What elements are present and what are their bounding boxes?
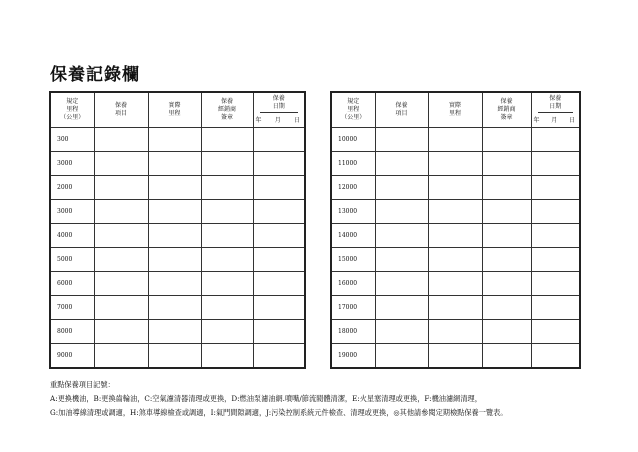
date-cell[interactable] [531,128,580,152]
maintenance-table-left [49,91,306,369]
header-row [331,92,580,128]
date-cell[interactable] [253,344,305,369]
actual-mileage-cell[interactable] [148,152,201,176]
date-cell[interactable] [531,224,580,248]
dealer-signature-cell[interactable] [201,176,253,200]
header-mileage-line: 規定 [347,98,360,105]
header-mileage-line: 里程 [66,106,79,113]
header-actual-mileage [428,92,482,128]
dealer-signature-cell[interactable] [482,200,531,224]
header-row [50,92,305,128]
header-dealer-signature-line: 經銷商 [217,106,236,113]
mileage-cell: 16000 [331,272,375,296]
maintenance-table-right [330,91,581,369]
actual-mileage-cell[interactable] [428,176,482,200]
date-cell[interactable] [253,320,305,344]
actual-mileage-cell[interactable] [148,320,201,344]
item-cell[interactable] [94,320,148,344]
actual-mileage-cell[interactable] [148,128,201,152]
actual-mileage-cell[interactable] [148,224,201,248]
header-dealer-signature [201,92,253,128]
actual-mileage-cell[interactable] [148,176,201,200]
actual-mileage-cell[interactable] [428,152,482,176]
date-cell[interactable] [531,272,580,296]
actual-mileage-cell[interactable] [428,296,482,320]
date-cell[interactable] [531,176,580,200]
dealer-signature-cell[interactable] [201,272,253,296]
table-row [50,248,305,272]
item-cell[interactable] [375,176,428,200]
item-cell[interactable] [94,272,148,296]
header-mileage-line: 里程 [347,106,360,113]
date-cell[interactable] [253,200,305,224]
header-date-ymd [256,117,303,125]
notes-line-1: A:更換機油，B:更換齒輪油，C:空氣濾清器清理或更換，D:燃油泵濾油網.噴嘴/節流閥體清潔，E:火星塞清理或更換，F:機油濾網清理， [50,394,482,403]
table-row [331,128,580,152]
table-row [50,152,305,176]
table-row [50,272,305,296]
date-cell[interactable] [253,152,305,176]
header-date [531,92,580,128]
item-cell[interactable] [375,248,428,272]
header-item [94,92,148,128]
header-item-line: 項目 [114,110,127,117]
dealer-signature-cell[interactable] [482,248,531,272]
item-cell[interactable] [375,200,428,224]
header-date-part: 月 [551,117,558,124]
mileage-cell: 13000 [331,200,375,224]
dealer-signature-cell[interactable] [482,128,531,152]
item-cell[interactable] [375,272,428,296]
item-cell[interactable] [94,296,148,320]
dealer-signature-cell[interactable] [482,152,531,176]
header-actual-mileage-line: 實際 [448,102,461,109]
header-date-title-line: 日期 [549,103,562,110]
notes-line-2: G:加油導線清理或調適，H:煞車導線檢查或調適，I:氣門間隙調適，J:污染控制系統元件檢查、清理或更換，◎其他請參閱定期檢點保養一覽表。 [50,408,508,417]
dealer-signature-cell[interactable] [482,320,531,344]
table-row [331,272,580,296]
date-cell[interactable] [253,248,305,272]
actual-mileage-cell[interactable] [148,272,201,296]
mileage-cell: 4000 [50,224,94,248]
header-item-line: 項目 [395,110,408,117]
actual-mileage-cell[interactable] [428,272,482,296]
page-title: 保養記錄欄 [50,65,140,85]
mileage-cell: 6000 [50,272,94,296]
item-cell[interactable] [375,224,428,248]
date-cell[interactable] [253,128,305,152]
table-row [50,296,305,320]
header-date-part: 年 [533,117,540,124]
mileage-cell: 11000 [331,152,375,176]
date-cell[interactable] [531,296,580,320]
header-date-part: 日 [568,117,575,124]
header-item [375,92,428,128]
mileage-cell: 19000 [331,344,375,369]
header-mileage-line: （公里） [60,114,85,121]
item-cell[interactable] [375,152,428,176]
header-actual-mileage-line: 實際 [168,102,181,109]
table-row [331,248,580,272]
header-mileage-line: （公里） [341,114,366,121]
header-date-part: 月 [274,117,281,124]
dealer-signature-cell[interactable] [482,272,531,296]
header-dealer-signature-line: 簽章 [220,114,233,121]
dealer-signature-cell[interactable] [201,224,253,248]
mileage-cell: 2000 [50,176,94,200]
item-cell[interactable] [94,128,148,152]
maintenance-notes [50,378,610,420]
dealer-signature-cell[interactable] [482,224,531,248]
date-cell[interactable] [253,296,305,320]
header-actual-mileage [148,92,201,128]
table-row [331,200,580,224]
date-cell[interactable] [253,272,305,296]
table-row [331,296,580,320]
header-date-title-line: 保養 [272,95,285,102]
table-row [50,320,305,344]
date-cell[interactable] [253,224,305,248]
dealer-signature-cell[interactable] [201,248,253,272]
header-item-line: 保養 [395,102,408,109]
item-cell[interactable] [375,320,428,344]
actual-mileage-cell[interactable] [148,344,201,369]
date-cell[interactable] [531,320,580,344]
date-cell[interactable] [531,152,580,176]
item-cell[interactable] [94,152,148,176]
item-cell[interactable] [94,176,148,200]
date-cell[interactable] [253,176,305,200]
mileage-cell: 8000 [50,320,94,344]
table-row [331,320,580,344]
mileage-cell: 9000 [50,344,94,369]
date-cell[interactable] [531,248,580,272]
header-date-part: 年 [255,117,262,124]
actual-mileage-cell[interactable] [148,296,201,320]
actual-mileage-cell[interactable] [148,200,201,224]
mileage-cell: 10000 [331,128,375,152]
mileage-cell: 12000 [331,176,375,200]
item-cell[interactable] [375,344,428,369]
header-date [253,92,305,128]
dealer-signature-cell[interactable] [201,152,253,176]
mileage-cell: 14000 [331,224,375,248]
date-cell[interactable] [531,200,580,224]
item-cell[interactable] [94,224,148,248]
mileage-cell: 17000 [331,296,375,320]
header-dealer-signature-line: 保養 [500,98,513,105]
header-mileage [50,92,94,128]
date-cell[interactable] [531,344,580,369]
header-item-line: 保養 [114,102,127,109]
table-row [331,224,580,248]
actual-mileage-cell[interactable] [428,344,482,369]
mileage-cell: 18000 [331,320,375,344]
item-cell[interactable] [375,128,428,152]
item-cell[interactable] [94,248,148,272]
table-row [331,344,580,369]
item-cell[interactable] [94,344,148,369]
mileage-cell: 7000 [50,296,94,320]
dealer-signature-cell[interactable] [201,344,253,369]
actual-mileage-cell[interactable] [428,224,482,248]
actual-mileage-cell[interactable] [428,248,482,272]
actual-mileage-cell[interactable] [428,200,482,224]
header-date-title [260,95,299,113]
table-row [50,200,305,224]
header-dealer-signature-line: 保養 [220,98,233,105]
header-mileage [331,92,375,128]
header-dealer-signature [482,92,531,128]
dealer-signature-cell[interactable] [201,320,253,344]
mileage-cell: 3000 [50,152,94,176]
header-date-title-line: 日期 [272,103,285,110]
table-row [50,224,305,248]
actual-mileage-cell[interactable] [428,320,482,344]
table-row [331,152,580,176]
actual-mileage-cell[interactable] [428,128,482,152]
mileage-cell: 300 [50,128,94,152]
table-row [50,176,305,200]
dealer-signature-cell[interactable] [482,344,531,369]
dealer-signature-cell[interactable] [482,176,531,200]
dealer-signature-cell[interactable] [201,200,253,224]
mileage-cell: 3000 [50,200,94,224]
header-actual-mileage-line: 里程 [168,110,181,117]
dealer-signature-cell[interactable] [201,296,253,320]
table-row [50,128,305,152]
actual-mileage-cell[interactable] [148,248,201,272]
header-dealer-signature-line: 簽章 [500,114,513,121]
header-date-title-line: 保養 [549,95,562,102]
header-date-title [538,95,574,113]
mileage-cell: 15000 [331,248,375,272]
table-row [50,344,305,369]
dealer-signature-cell[interactable] [482,296,531,320]
header-mileage-line: 規定 [66,98,79,105]
notes-heading: 重點保養項目記號： [50,380,115,389]
table-row [331,176,580,200]
item-cell[interactable] [375,296,428,320]
header-actual-mileage-line: 里程 [448,110,461,117]
header-date-ymd [534,117,578,125]
header-date-part: 日 [293,117,300,124]
header-dealer-signature-line: 經銷商 [497,106,516,113]
dealer-signature-cell[interactable] [201,128,253,152]
mileage-cell: 5000 [50,248,94,272]
item-cell[interactable] [94,200,148,224]
